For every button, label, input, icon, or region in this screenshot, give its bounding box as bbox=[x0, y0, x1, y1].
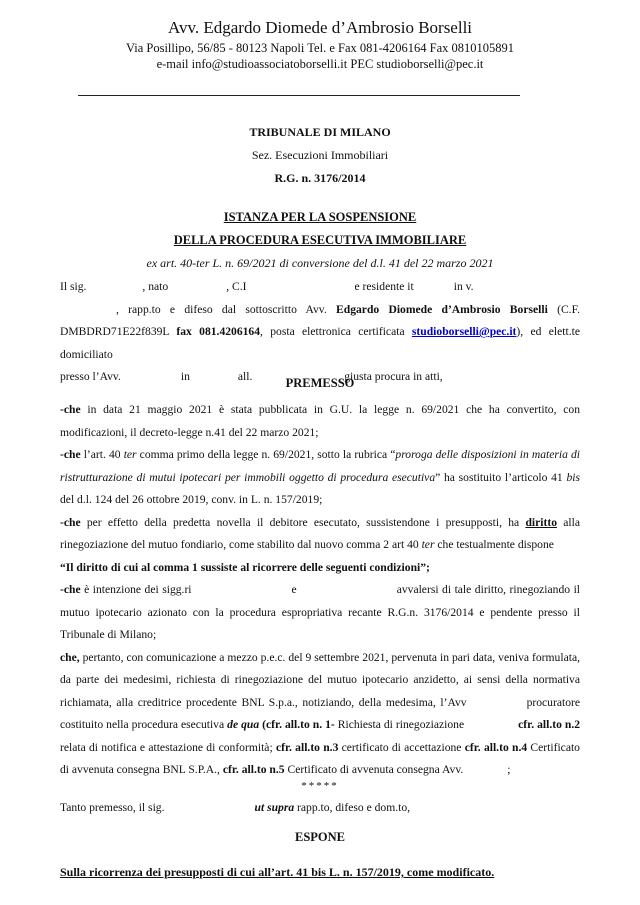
letterhead-divider bbox=[78, 95, 520, 96]
court-name: TRIBUNALE DI MILANO bbox=[249, 125, 391, 139]
clause-5: che, pertanto, con comunicazione a mezzo p.e.c. del 9 settembre 2021, pervenuta in pari data, veniva formulata, da parte dei medesimi, richiesta di rinegoziazione del mutuo ipotecario anzidetto, ai sensi della normativa richiamata, alla creditrice procedente BNL S.p.a., notiziando, della medesima, l’Avv procuratore costituito nella procedura esecutiva de qua (cfr. all.to n. 1- Richiesta di rinegoziazione cfr. all.to n.2 relata di notifica e attestazione di conformità; cfr. all.to n.3 certificato di accettazione cfr. all.to n.4 Certificato di avvenuta consegna BNL S.P.A., cfr. all.to n.5 Certificato di avvenuta consegna Avv. ; bbox=[60, 650, 581, 776]
intro-paragraph: Il sig. , nato , C.I e residente it in v. , rapp.to e difeso dal sottoscritto Avv. Edgardo Diomede d’Ambrosio Borselli (C.F. DMBDRD71E22f839L fax 081.4206164, posta elettronica certificata studioborselli@pec.it), ed elett.te domiciliato presso l’Avv. in all. , giusta procura in atti, bbox=[60, 280, 580, 383]
case-number: R.G. n. 3176/2014 bbox=[274, 171, 366, 185]
court-section: Sez. Esecuzioni Immobiliari bbox=[251, 148, 389, 162]
document-subtitle: ex art. 40-ter L. n. 69/2021 di conversione del d.l. 41 del 22 marzo 2021 bbox=[146, 256, 494, 270]
premesso-clauses bbox=[60, 399, 580, 782]
document-title-line2: DELLA PROCEDURA ESECUTIVA IMMOBILIARE bbox=[173, 233, 467, 247]
clause-4: -che è intenzione dei sigg.ri e avvalersi di tale diritto, rinegoziando il mutuo ipotecario azionato con la procedura espropriativa recante R.G.n. 3176/2014 e pendente presso il Tribunale di Milano; bbox=[60, 583, 581, 641]
lawyer-name: Avv. Edgardo Diomede d’Ambrosio Borselli bbox=[167, 18, 473, 37]
section-separator: ***** bbox=[301, 780, 339, 792]
tanto-premesso-line: Tanto premesso, il sig. ut supra rapp.to, difeso e dom.to, bbox=[60, 801, 411, 814]
espone-subheading: Sulla ricorrenza dei presupposti di cui all’art. 41 bis L. n. 157/2019, come modificato. bbox=[60, 865, 495, 879]
espone-heading: ESPONE bbox=[294, 830, 345, 844]
lawyer-address: Via Posillipo, 56/85 - 80123 Napoli Tel. e Fax 081-4206164 Fax 0810105891 bbox=[125, 41, 515, 55]
clause-3: -che per effetto della predetta novella il debitore esecutato, sussistendone i presupposti, ha diritto alla rinegoziazione del mutuo fondiario, come stabilito dal nuovo comma 2 art 40 ter che testualmente dispone “Il diritto di cui al comma 1 sussiste al ricorrere delle seguenti condizioni”; bbox=[60, 515, 580, 574]
document-title-line1: ISTANZA PER LA SOSPENSIONE bbox=[223, 210, 417, 224]
letterhead bbox=[0, 18, 640, 72]
clause-1: -che in data 21 maggio 2021 è stata pubblicata in G.U. la legge n. 69/2021 che ha convertito, con modificazioni, il decreto-legge n.41 del 22 marzo 2021; bbox=[60, 403, 580, 439]
pec-email-link[interactable]: studioborselli@pec.it bbox=[411, 325, 517, 338]
clause-2: -che l’art. 40 ter comma primo della legge n. 69/2021, sotto la rubrica “proroga delle disposizioni in materia di ristrutturazione di mutui ipotecari per immobili oggetto di procedura esecutiva” ha sostituito l’articolo 41 bis del d.l. 124 del 26 ottobre 2019, conv. in L. n. 157/2019; bbox=[60, 448, 581, 506]
premesso-heading: PREMESSO bbox=[285, 376, 355, 390]
lawyer-email: e-mail info@studioassociatoborselli.it PEC studioborselli@pec.it bbox=[156, 57, 484, 71]
